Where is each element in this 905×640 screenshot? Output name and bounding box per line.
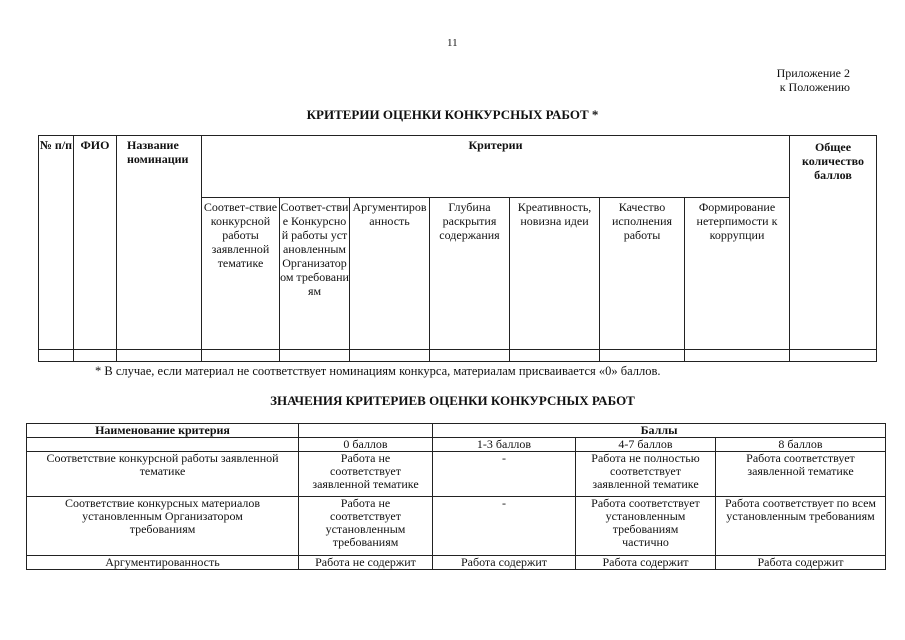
empty-cell bbox=[790, 350, 877, 362]
empty-cell bbox=[117, 350, 202, 362]
row1-v1: - bbox=[433, 452, 576, 497]
criteria-table bbox=[38, 135, 877, 362]
criterion-7: Формирование нетерпимости к коррупции bbox=[685, 198, 790, 350]
row3-v0: Работа не содержит bbox=[299, 556, 433, 570]
header-criterion-name: Наименование критерия bbox=[27, 424, 299, 438]
points-0: 0 баллов bbox=[299, 438, 433, 452]
empty-cell bbox=[27, 438, 299, 452]
footnote: * В случае, если материал не соответствует номинациям конкурса, материалам присваивается «0» баллов. bbox=[95, 364, 661, 378]
header-nomination: Название номинации bbox=[117, 136, 202, 350]
empty-cell bbox=[685, 350, 790, 362]
page-number: 11 bbox=[447, 37, 458, 49]
header-total: Общее количество баллов bbox=[790, 136, 877, 350]
empty-cell bbox=[430, 350, 510, 362]
points-4-7: 4-7 баллов bbox=[576, 438, 716, 452]
row1-v3: Работа соответствует заявленной тематике bbox=[716, 452, 886, 497]
row2-v0: Работа не соответствует установленным требованиям bbox=[299, 497, 433, 556]
row1-name: Соответствие конкурсной работы заявленной тематике bbox=[27, 452, 299, 497]
empty-cell bbox=[280, 350, 350, 362]
appendix-line1: Приложение 2 bbox=[776, 66, 850, 80]
row2-name: Соответствие конкурсных материалов установленным Организатором требованиям bbox=[27, 497, 299, 556]
points-8: 8 баллов bbox=[716, 438, 886, 452]
header-fio: ФИО bbox=[74, 136, 117, 350]
appendix-line2: к Положению bbox=[779, 80, 850, 94]
empty-cell bbox=[74, 350, 117, 362]
criterion-1: Соответ-ствие конкурсной работы заявленной тематике bbox=[202, 198, 280, 350]
row1-v0: Работа не соответствует заявленной тематике bbox=[299, 452, 433, 497]
empty-cell bbox=[510, 350, 600, 362]
values-table bbox=[26, 423, 886, 570]
empty-cell bbox=[350, 350, 430, 362]
appendix-label bbox=[740, 66, 850, 94]
criterion-4: Глубина раскрытия содержания bbox=[430, 198, 510, 350]
criterion-3: Аргументированность bbox=[350, 198, 430, 350]
row3-v1: Работа содержит bbox=[433, 556, 576, 570]
header-points: Баллы bbox=[433, 424, 886, 438]
criterion-6: Качество исполнения работы bbox=[600, 198, 685, 350]
empty-cell bbox=[39, 350, 74, 362]
row2-v3: Работа соответствует по всем установленным требованиям bbox=[716, 497, 886, 556]
criteria-title: КРИТЕРИИ ОЦЕНКИ КОНКУРСНЫХ РАБОТ * bbox=[306, 107, 599, 122]
empty-cell bbox=[600, 350, 685, 362]
empty-cell bbox=[299, 424, 433, 438]
row2-v2: Работа соответствует установленным требованиям частично bbox=[576, 497, 716, 556]
empty-cell bbox=[202, 350, 280, 362]
values-title: ЗНАЧЕНИЯ КРИТЕРИЕВ ОЦЕНКИ КОНКУРСНЫХ РАБОТ bbox=[270, 393, 635, 408]
row3-v3: Работа содержит bbox=[716, 556, 886, 570]
row3-v2: Работа содержит bbox=[576, 556, 716, 570]
criterion-5: Креативность, новизна идеи bbox=[510, 198, 600, 350]
header-num: № п/п bbox=[39, 136, 74, 350]
points-1-3: 1-3 баллов bbox=[433, 438, 576, 452]
criterion-2: Соответ-ствие Конкурсной работы установленным Организатором требованиям bbox=[280, 198, 350, 350]
row2-v1: - bbox=[433, 497, 576, 556]
header-criteria: Критерии bbox=[202, 136, 790, 198]
row3-name: Аргументированность bbox=[27, 556, 299, 570]
row1-v2: Работа не полностью соответствует заявленной тематике bbox=[576, 452, 716, 497]
